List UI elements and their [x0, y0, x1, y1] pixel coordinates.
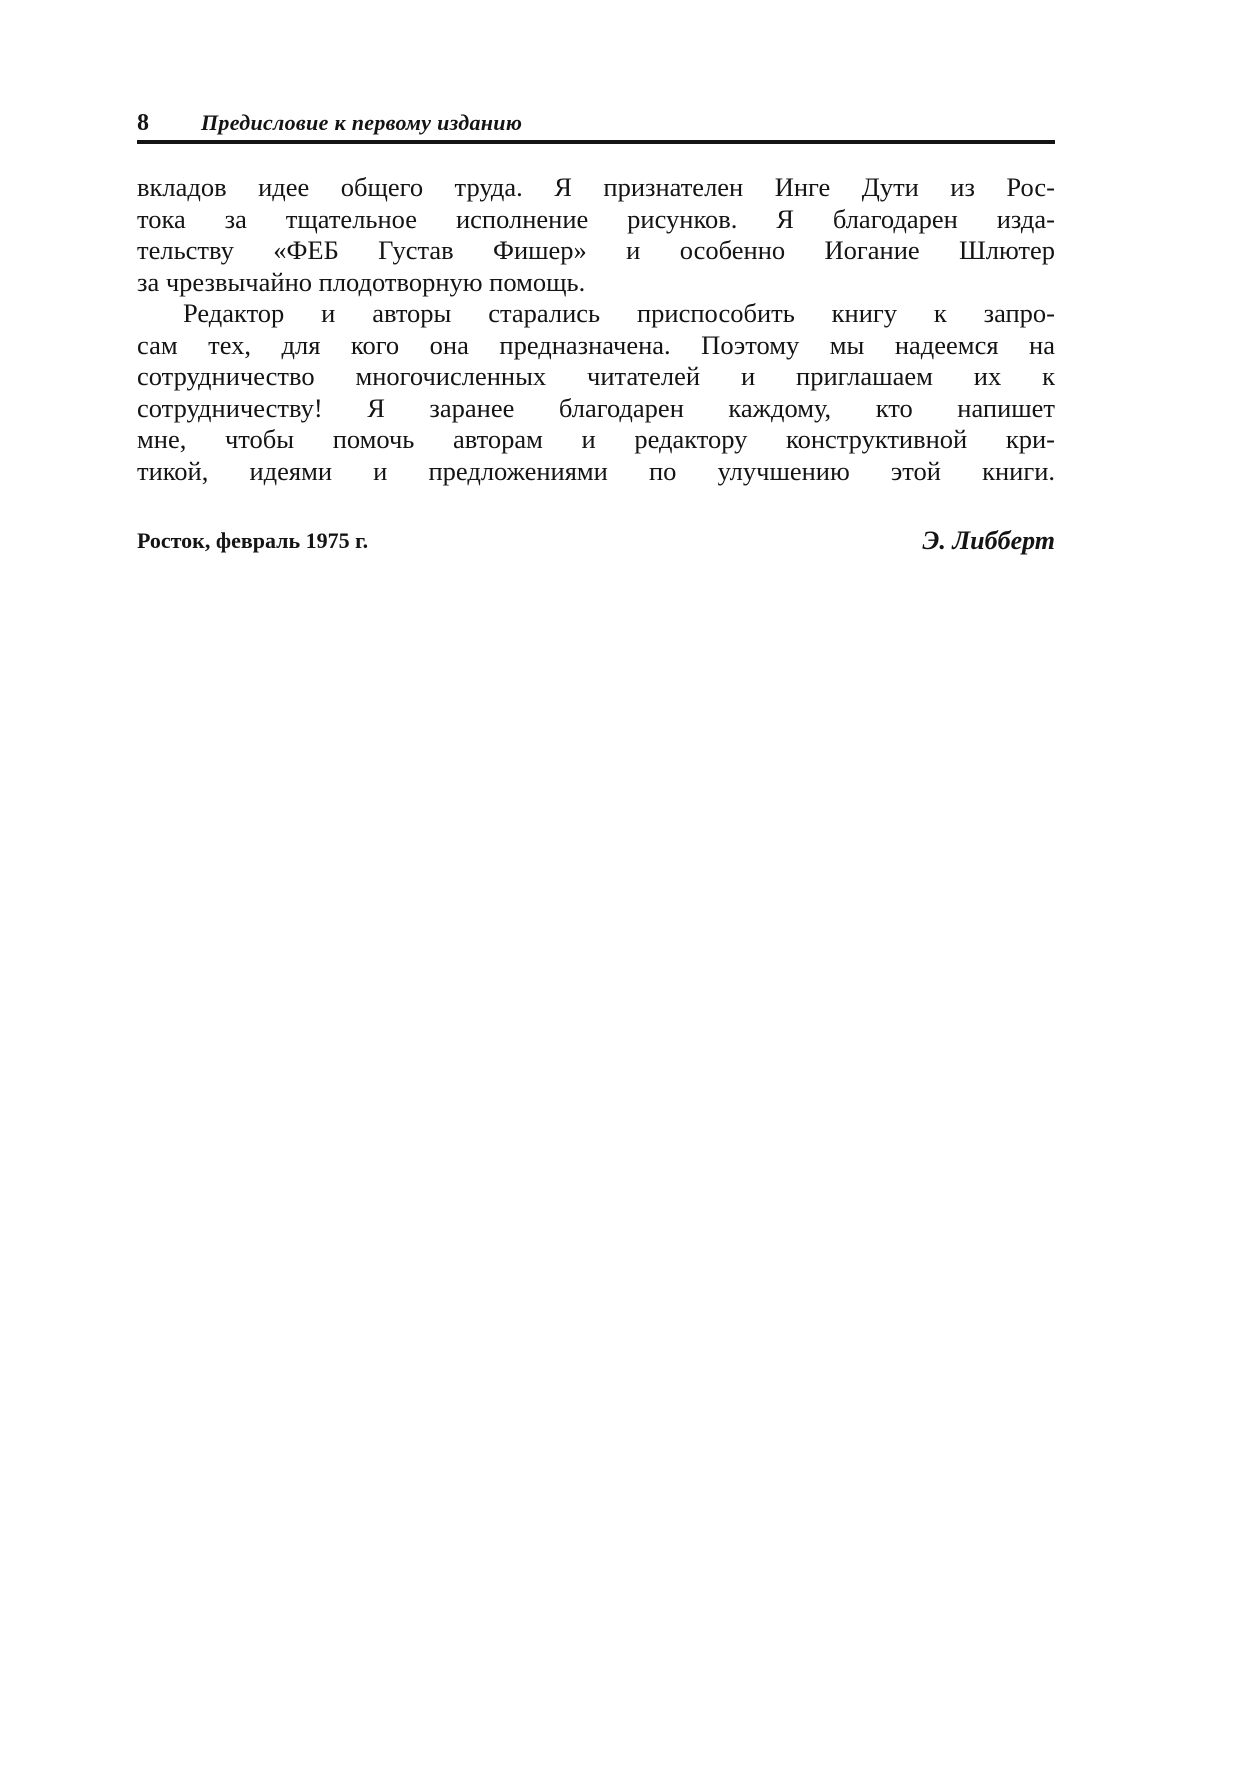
text-line: за чрезвычайно плодотворную помощь. — [137, 266, 586, 297]
body-text — [137, 172, 1055, 487]
page-footer — [137, 526, 1055, 560]
text-line: Редактор и авторы старались приспособить книгу к запро- — [183, 298, 1055, 328]
author-signature: Э. Либберт — [922, 526, 1055, 555]
page-header — [137, 110, 1055, 144]
text-line: сам тех, для кого она предназначена. Поэтому мы надеемся на — [137, 329, 1055, 360]
paragraph-2 — [137, 298, 1055, 487]
place-date: Росток, февраль 1975 г. — [137, 528, 369, 553]
header-rule — [137, 140, 1055, 144]
text-line: мне, чтобы помочь авторам и редактору конструктивной кри- — [137, 424, 1055, 454]
text-line: сотрудничество многочисленных читателей и приглашаем их к — [137, 361, 1055, 391]
text-line: вкладов идее общего труда. Я признателен Инге Дути из Рос- — [137, 172, 1055, 202]
text-line: тикой, идеями и предложениями по улучшению этой книги. — [137, 455, 1055, 486]
page-number: 8 — [137, 110, 149, 136]
paragraph-1 — [137, 172, 1055, 298]
text-line: тока за тщательное исполнение рисунков. Я благодарен изда- — [137, 203, 1055, 234]
text-line: сотрудничеству! Я заранее благодарен каждому, кто напишет — [137, 392, 1055, 423]
text-line: тельству «ФЕБ Густав Фишер» и особенно Иогание Шлютер — [137, 235, 1055, 265]
running-head: Предисловие к первому изданию — [201, 110, 523, 135]
